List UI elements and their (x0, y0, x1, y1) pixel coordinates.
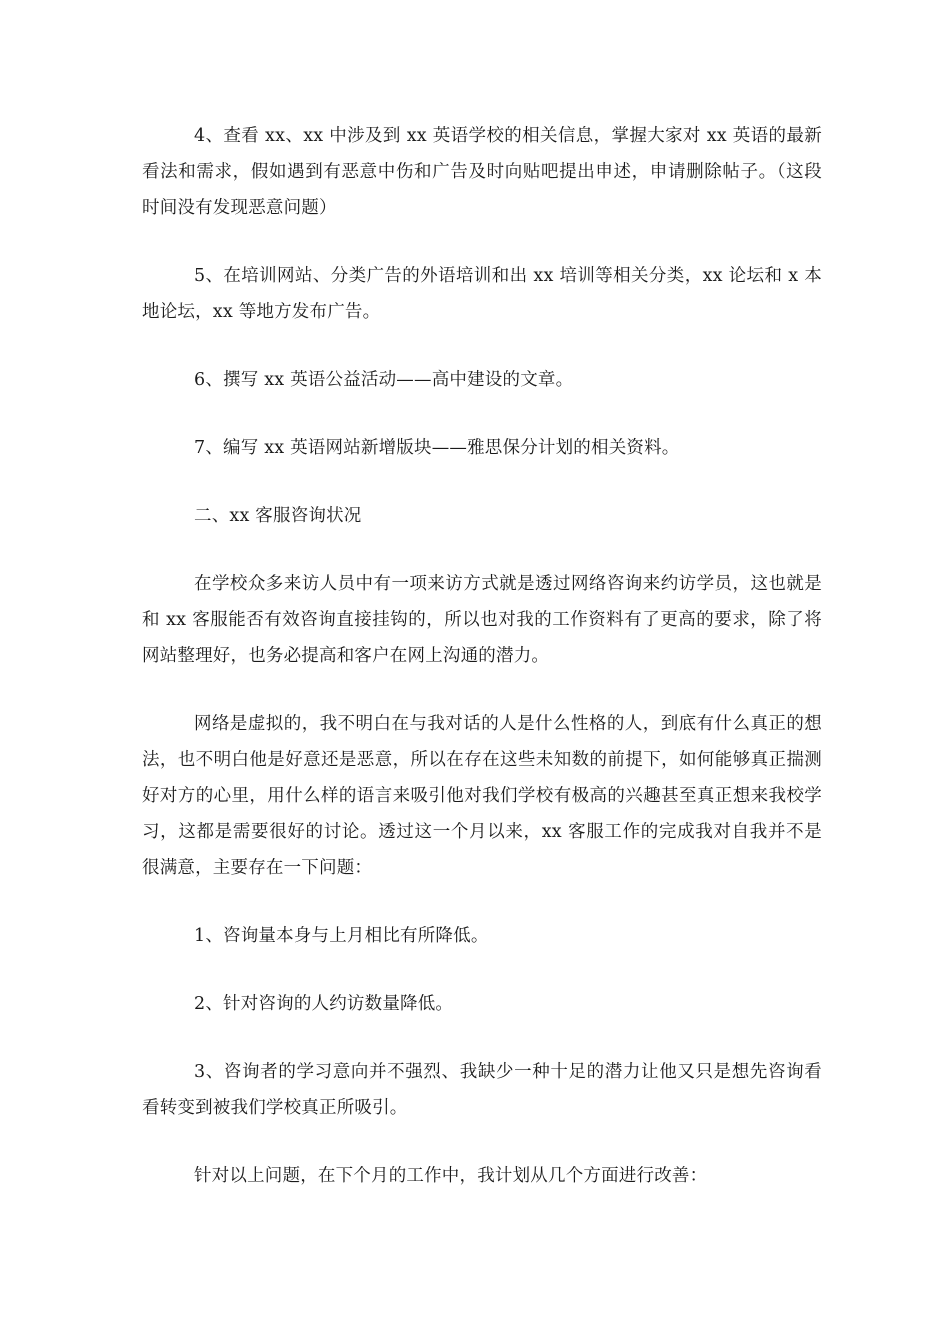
problem-item-1: 1、咨询量本身与上月相比有所降低。 (194, 926, 489, 946)
paragraph-item-4: 4、查看 xx、xx 中涉及到 xx 英语学校的相关信息，掌握大家对 xx 英语的最新看法和需求，假如遇到有恶意中伤和广告及时向贴吧提出申述，申请删除帖子。（这段时间没有发现恶意问题） (142, 126, 822, 218)
problem-item-3: 3、咨询者的学习意向并不强烈、我缺少一种十足的潜力让他又只是想先咨询看看转变到被我们学校真正所吸引。 (142, 1062, 822, 1118)
paragraph-item-5: 5、在培训网站、分类广告的外语培训和出 xx 培训等相关分类，xx 论坛和 x 本地论坛，xx 等地方发布广告。 (142, 266, 822, 322)
paragraph-item-7: 7、编写 xx 英语网站新增版块——雅思保分计划的相关资料。 (194, 438, 680, 458)
section-heading-customer-service: 二、xx 客服咨询状况 (194, 506, 362, 526)
paragraph-network-virtual: 网络是虚拟的，我不明白在与我对话的人是什么性格的人，到底有什么真正的想法，也不明白他是好意还是恶意，所以在存在这些未知数的前提下，如何能够真正揣测好对方的心里，用什么样的语言来吸引他对我们学校有极高的兴趣甚至真正想来我校学习，这都是需要很好的讨论。透过这一个月以来，xx 客服工作的完成我对自我并不是很满意，主要存在一下问题： (142, 714, 822, 878)
paragraph-item-6: 6、撰写 xx 英语公益活动——高中建设的文章。 (194, 370, 574, 390)
paragraph-visitors: 在学校众多来访人员中有一项来访方式就是透过网络咨询来约访学员，这也就是和 xx 客服能否有效咨询直接挂钩的，所以也对我的工作资料有了更高的要求，除了将网站整理好，也务必提高和客户在网上沟通的潜力。 (142, 574, 822, 666)
problem-item-2: 2、针对咨询的人约访数量降低。 (194, 994, 454, 1014)
document-body (142, 118, 822, 1226)
paragraph-improvement-plan: 针对以上问题，在下个月的工作中，我计划从几个方面进行改善： (194, 1166, 708, 1186)
